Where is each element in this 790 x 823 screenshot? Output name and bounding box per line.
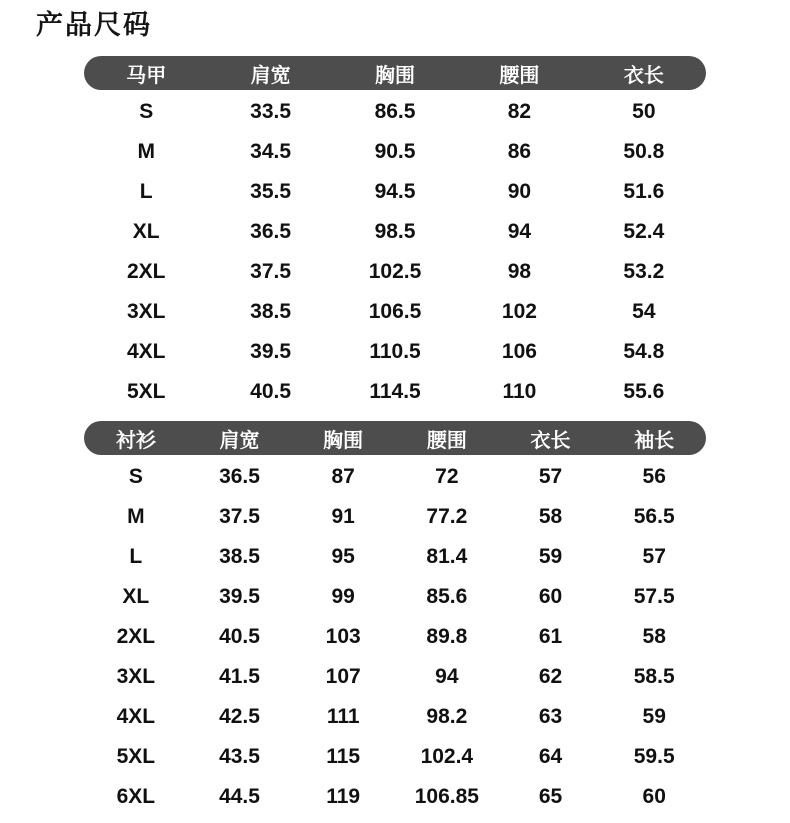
- table-cell: 95: [331, 545, 355, 568]
- table-cell: 36.5: [219, 465, 260, 488]
- table-cell: 94: [435, 665, 459, 688]
- table-cell: 85.6: [426, 585, 468, 608]
- table-cell: 40.5: [219, 625, 260, 648]
- table-row: [84, 132, 706, 172]
- table-row: [84, 292, 706, 332]
- table-cell: 34.5: [250, 140, 292, 163]
- table-cell: 98.2: [426, 705, 468, 728]
- table-cell: 35.5: [250, 180, 292, 203]
- table-row: [84, 372, 706, 412]
- vest-size-table: [84, 56, 706, 412]
- table-cell: 58: [538, 505, 563, 528]
- table-cell: 64: [538, 745, 563, 768]
- header-cell-3: 腰围: [499, 64, 540, 87]
- table-cell: 53.2: [623, 260, 665, 283]
- header-cell-2: 胸围: [375, 64, 416, 87]
- table-cell: XL: [132, 220, 160, 243]
- table-row: [84, 497, 706, 537]
- table-cell: 99: [331, 585, 355, 608]
- table-cell: 98.5: [374, 220, 416, 243]
- table-cell: 54.8: [623, 340, 665, 363]
- table-cell: 42.5: [219, 705, 260, 728]
- table-cell: 43.5: [219, 745, 260, 768]
- table-cell: 38.5: [250, 300, 292, 323]
- table-row: [84, 92, 706, 132]
- table-cell: 41.5: [219, 665, 260, 688]
- table-cell: 98: [507, 260, 532, 283]
- table-cell: 4XL: [126, 340, 166, 363]
- table-cell: 106: [501, 340, 537, 363]
- table-cell: 44.5: [219, 785, 260, 808]
- table-cell: 5XL: [126, 380, 166, 403]
- table-cell: 94.5: [374, 180, 416, 203]
- table-cell: 4XL: [116, 705, 156, 728]
- table-row: [84, 737, 706, 777]
- table-cell: 87: [331, 465, 355, 488]
- table-cell: 55.6: [623, 380, 665, 403]
- table-row: [84, 457, 706, 497]
- table-row: [84, 212, 706, 252]
- table-cell: 52.4: [623, 220, 665, 243]
- table-cell: 57: [538, 465, 563, 488]
- table-cell: 119: [326, 785, 361, 808]
- table-cell: 50: [632, 100, 656, 123]
- table-cell: 114.5: [369, 380, 421, 403]
- table-row: [84, 657, 706, 697]
- table-cell: 90.5: [374, 140, 416, 163]
- table-cell: 58.5: [633, 665, 675, 688]
- table-cell: 60: [642, 785, 666, 808]
- table-cell: 89.8: [426, 625, 468, 648]
- shirt-table-body: [84, 457, 706, 817]
- header-cell-1: 肩宽: [250, 64, 291, 87]
- table-row: [84, 332, 706, 372]
- table-cell: 59: [642, 705, 666, 728]
- table-row: [84, 697, 706, 737]
- table-cell: 110: [502, 380, 537, 403]
- table-cell: 94: [507, 220, 532, 243]
- table-row: [84, 252, 706, 292]
- table-cell: M: [127, 505, 145, 528]
- table-cell: 82: [507, 100, 532, 123]
- table-cell: 36.5: [250, 220, 292, 243]
- table-cell: 3XL: [116, 665, 156, 688]
- table-row: [84, 577, 706, 617]
- table-cell: 57: [642, 545, 666, 568]
- table-cell: 62: [538, 665, 563, 688]
- table-cell: 72: [435, 465, 459, 488]
- table-cell: 103: [325, 625, 361, 648]
- table-cell: 39.5: [219, 585, 260, 608]
- table-cell: 2XL: [116, 625, 156, 648]
- table-cell: 37.5: [250, 260, 292, 283]
- table-row: [84, 617, 706, 657]
- table-cell: 115: [326, 745, 361, 768]
- table-cell: 3XL: [126, 300, 166, 323]
- table-cell: 6XL: [116, 785, 156, 808]
- shirt-size-table: [84, 421, 706, 817]
- table-row: [84, 777, 706, 817]
- table-cell: XL: [122, 585, 150, 608]
- table-cell: 65: [538, 785, 563, 808]
- table-cell: 50.8: [623, 140, 665, 163]
- table-cell: M: [137, 140, 155, 163]
- header-cell-1: 肩宽: [219, 429, 260, 452]
- table-cell: 51.6: [623, 180, 665, 203]
- table-cell: 106.85: [414, 785, 479, 808]
- table-cell: 102.4: [420, 745, 474, 768]
- table-row: [84, 172, 706, 212]
- table-cell: 86.5: [374, 100, 416, 123]
- table-cell: 77.2: [426, 505, 468, 528]
- table-cell: L: [139, 180, 153, 203]
- table-cell: 86: [507, 140, 532, 163]
- table-cell: 102: [501, 300, 537, 323]
- table-cell: L: [129, 545, 143, 568]
- vest-table-body: [84, 92, 706, 412]
- table-cell: 37.5: [219, 505, 260, 528]
- table-cell: 60: [538, 585, 563, 608]
- table-cell: 111: [326, 705, 360, 728]
- table-row: [84, 537, 706, 577]
- header-cell-4: 衣长: [530, 429, 571, 452]
- table-cell: 110.5: [369, 340, 421, 363]
- table-cell: 57.5: [633, 585, 675, 608]
- table-cell: 102.5: [368, 260, 422, 283]
- table-cell: S: [139, 100, 154, 123]
- table-cell: 40.5: [250, 380, 292, 403]
- table-cell: 56: [642, 465, 666, 488]
- table-cell: S: [128, 465, 143, 488]
- vest-table-header-row: [84, 56, 706, 90]
- table-cell: 91: [331, 505, 355, 528]
- table-cell: 81.4: [426, 545, 468, 568]
- table-cell: 61: [538, 625, 563, 648]
- header-cell-0: 马甲: [126, 64, 167, 87]
- table-cell: 106.5: [368, 300, 422, 323]
- table-cell: 90: [507, 180, 532, 203]
- header-cell-5: 袖长: [634, 429, 675, 452]
- table-cell: 107: [325, 665, 361, 688]
- header-cell-2: 胸围: [323, 429, 364, 452]
- table-cell: 59: [538, 545, 563, 568]
- table-cell: 56.5: [633, 505, 675, 528]
- table-cell: 39.5: [250, 340, 292, 363]
- page-title: 产品尺码: [36, 10, 152, 40]
- table-cell: 59.5: [633, 745, 675, 768]
- table-cell: 54: [632, 300, 656, 323]
- table-cell: 2XL: [126, 260, 166, 283]
- header-cell-0: 衬衫: [115, 429, 156, 452]
- table-cell: 63: [538, 705, 563, 728]
- shirt-table-header-row: [84, 421, 706, 455]
- table-cell: 58: [642, 625, 666, 648]
- table-cell: 38.5: [219, 545, 260, 568]
- table-cell: 5XL: [116, 745, 156, 768]
- header-cell-3: 腰围: [426, 429, 467, 452]
- table-cell: 33.5: [250, 100, 292, 123]
- header-cell-4: 衣长: [623, 64, 664, 87]
